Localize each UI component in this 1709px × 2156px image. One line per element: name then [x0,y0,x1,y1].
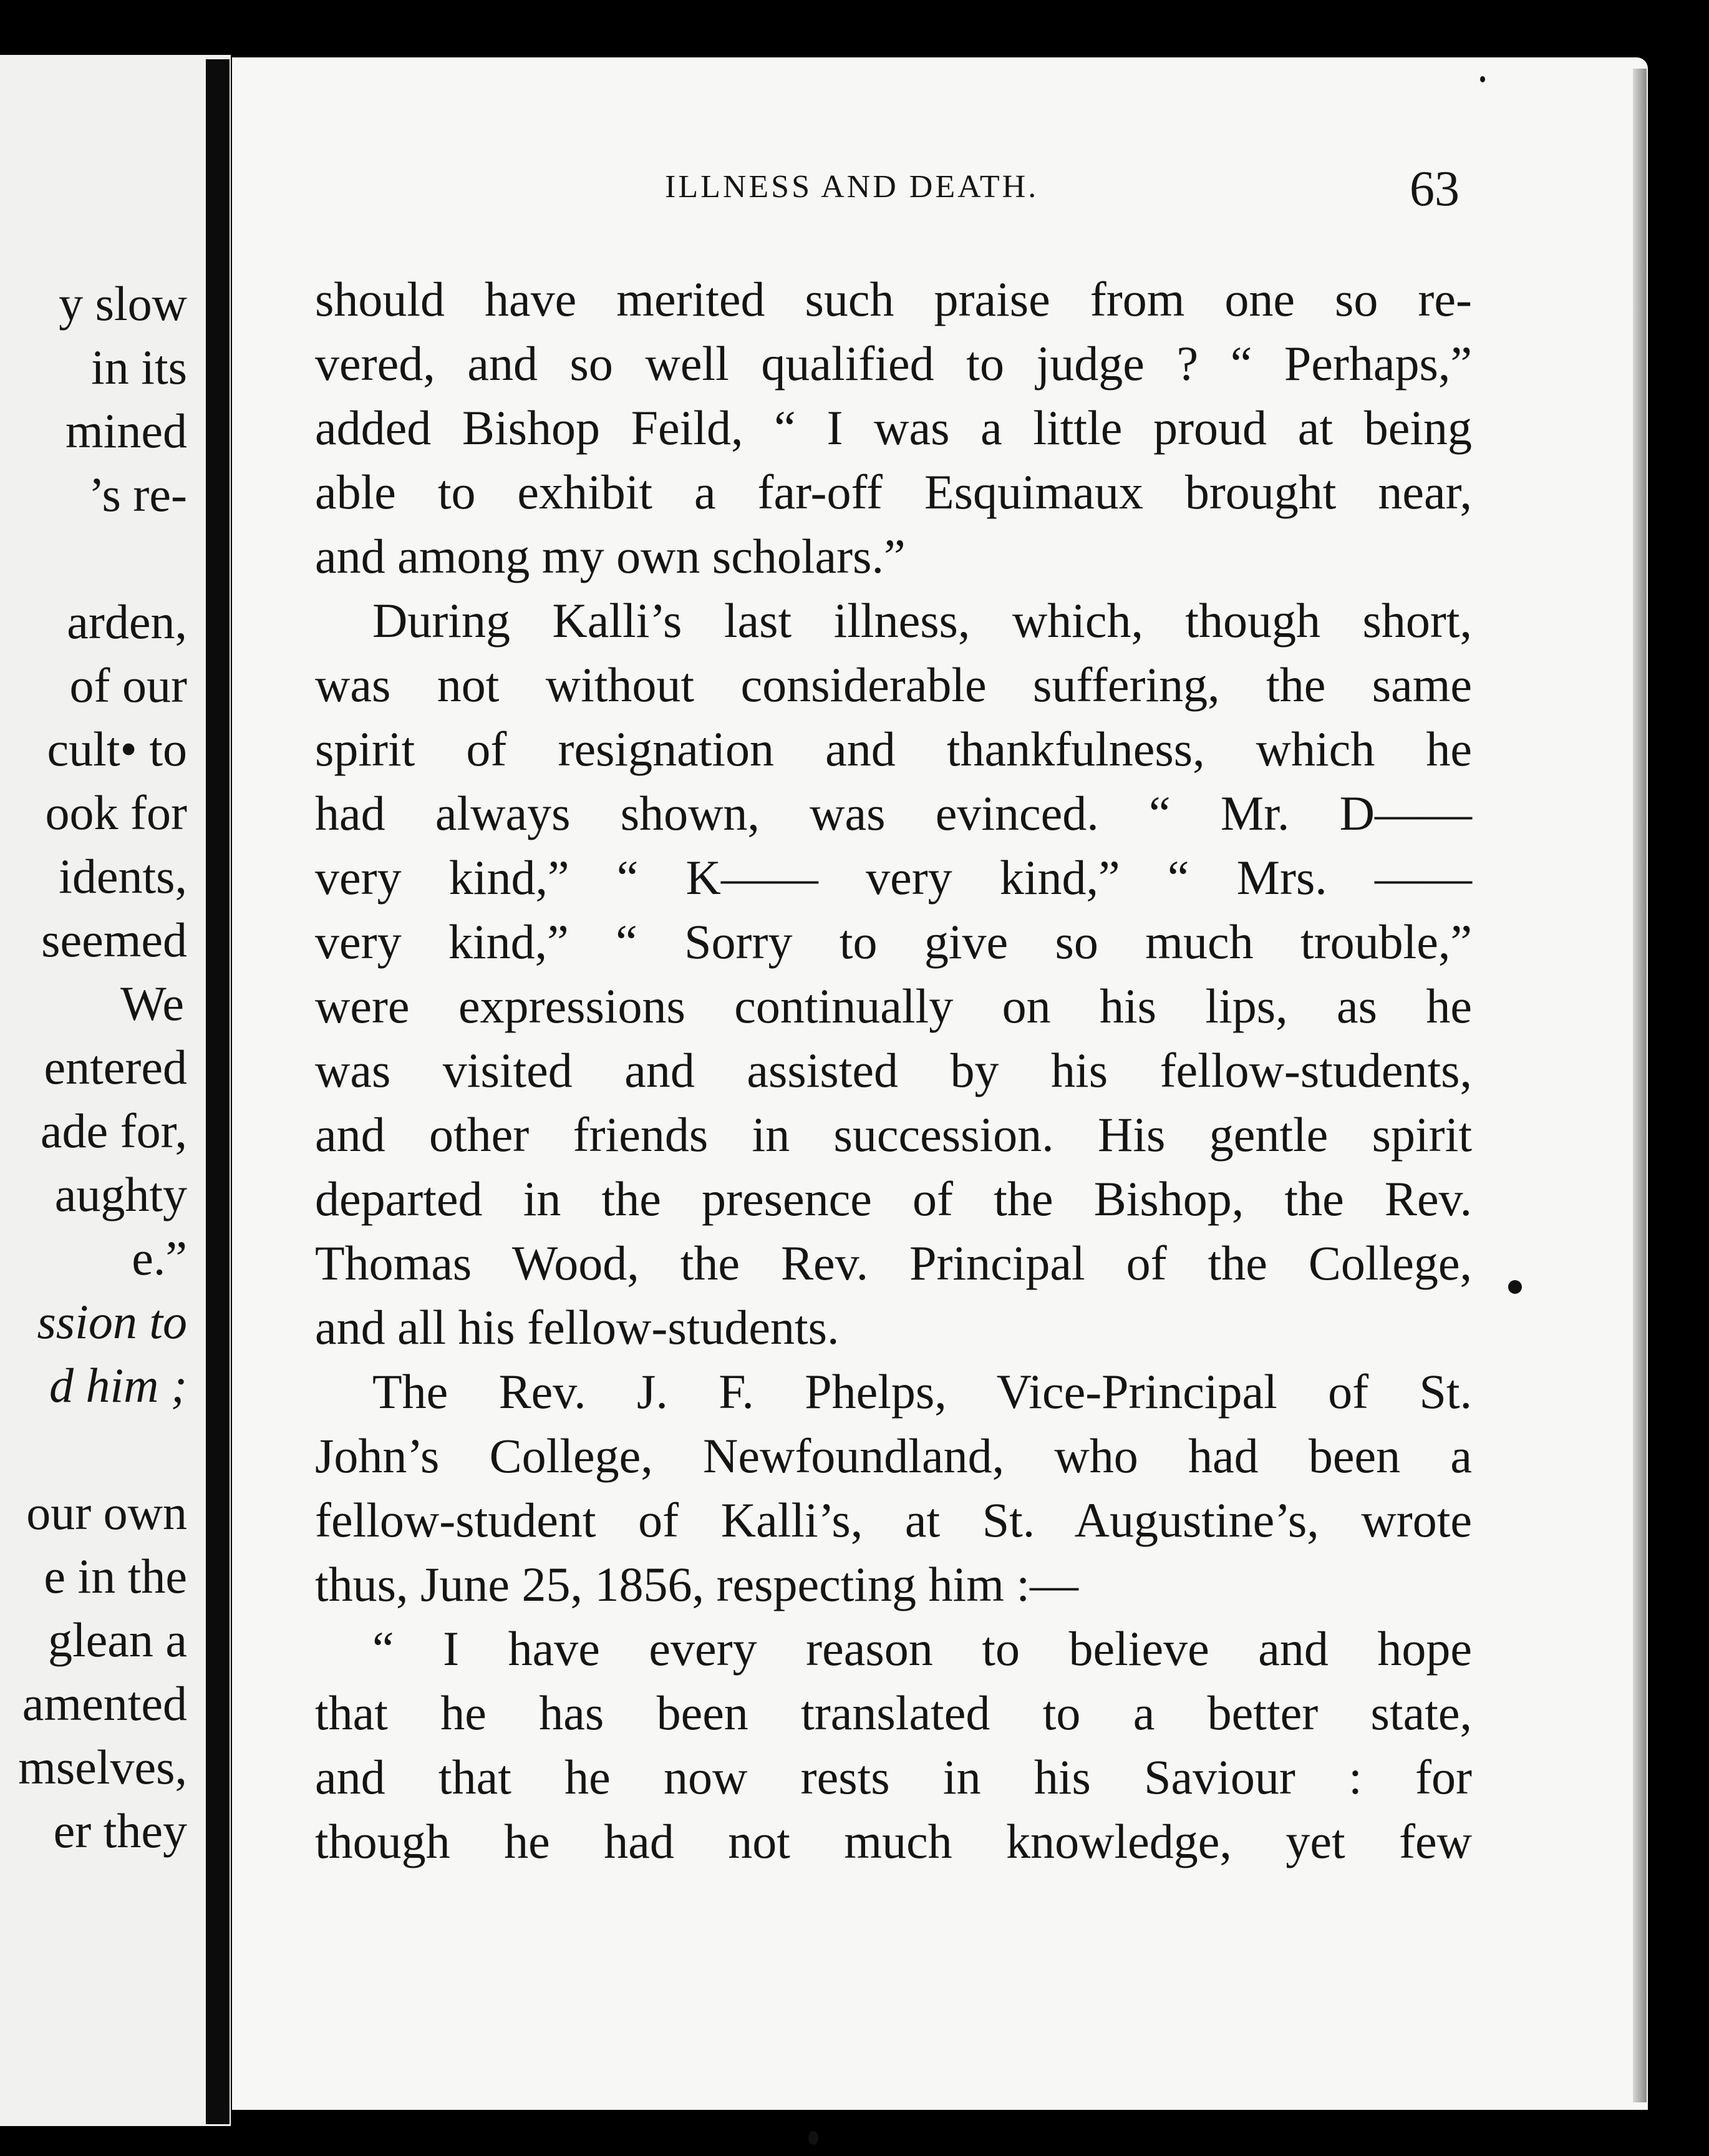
book-gutter [206,59,230,2124]
facing-page-line: idents, [59,849,187,903]
facing-page-line: d him ; [49,1358,187,1412]
facing-page-line: seemed [41,913,187,967]
page-number: 63 [1410,162,1460,216]
facing-page-line: glean a [47,1613,187,1667]
facing-page-line: our own [26,1485,187,1540]
body-line: thus, June 25, 1856, respecting him :— [315,1557,1079,1611]
body-line: though he had not much knowledge, yet few [315,1814,1472,1868]
body-line: should have merited such praise from one so re- [315,272,1472,326]
facing-page-line: amented [22,1676,187,1731]
body-line: John’s College, Newfoundland, who had been a [315,1429,1472,1483]
facing-page-line: cult• to [47,722,187,776]
facing-page-line: mselves, [18,1740,187,1794]
body-line: spirit of resignation and thankfulness, which he [315,722,1472,776]
body-line: and that he now rests in his Saviour : for [315,1750,1472,1804]
facing-page-line: of our [69,658,187,712]
body-line: fellow-student of Kalli’s, at St. Augustine’s, wrote [315,1493,1472,1547]
body-line: very kind,” “ Sorry to give so much trouble,” [315,915,1472,969]
facing-page-left [0,55,231,2126]
facing-page-line: ade for, [40,1104,187,1158]
body-text [315,267,1472,1873]
body-line: was not without considerable suffering, the same [315,658,1472,712]
facing-page-line: ook for [45,785,187,840]
page-edge-shadow [1633,69,1647,2102]
facing-page-line: We [120,976,184,1031]
facing-page-line: ssion to [37,1294,187,1349]
facing-page-line: mined [65,404,187,458]
body-line: “ I have every reason to believe and hope [372,1621,1472,1676]
facing-page-line: ’s re- [88,467,187,522]
facing-page-line: er they [53,1804,187,1858]
body-line: and all his fellow-students. [315,1300,840,1354]
facing-page-line: entered [44,1040,187,1094]
body-line: that he has been translated to a better state, [315,1686,1472,1740]
facing-page-line: aughty [54,1167,187,1221]
body-line: and other friends in succession. His gentle spirit [315,1107,1472,1162]
body-line: were expressions continually on his lips, as he [315,979,1472,1033]
body-line: added Bishop Feild, “ I was a little proud at being [315,401,1472,455]
body-line: Thomas Wood, the Rev. Principal of the College, [315,1236,1472,1290]
ink-speck [808,2131,818,2145]
facing-page-line: y slow [59,276,187,331]
body-line: was visited and assisted by his fellow-students, [315,1043,1472,1097]
body-line: able to exhibit a far-off Esquimaux brought near, [315,465,1472,519]
body-line: very kind,” “ K—— very kind,” “ Mrs. —— [315,850,1472,905]
facing-page-line: arden, [67,595,187,649]
facing-page-line: in its [91,340,187,394]
ink-speck [1508,1280,1522,1294]
body-line: had always shown, was evinced. “ Mr. D—— [315,786,1472,840]
body-line: and among my own scholars.” [315,529,906,583]
body-line: The Rev. J. F. Phelps, Vice-Principal of St. [372,1364,1472,1419]
ink-speck [1480,76,1485,82]
running-head: ILLNESS AND DEATH. [665,169,1039,205]
body-line: vered, and so well qualified to judge ? “ Perhaps,” [315,336,1472,391]
body-line: departed in the presence of the Bishop, the Rev. [315,1172,1472,1226]
body-line: During Kalli’s last illness, which, though short, [372,593,1472,648]
facing-page-line: e in the [44,1549,187,1603]
facing-page-line: e.” [132,1231,187,1285]
